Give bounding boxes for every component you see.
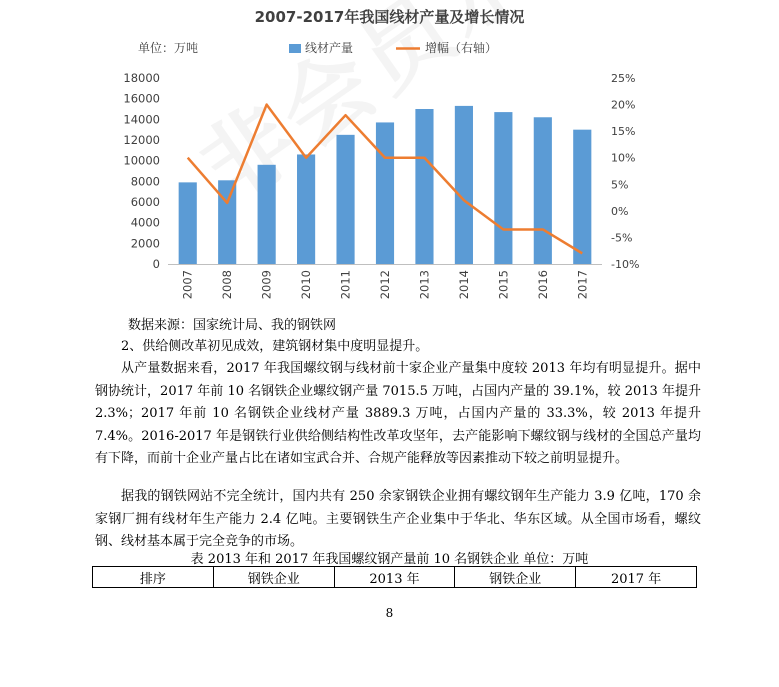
bar-2016 bbox=[534, 117, 552, 264]
x-axis-tick: 2013 bbox=[417, 270, 432, 300]
table-header-company-2013: 钢铁企业 bbox=[213, 567, 334, 588]
paragraph-concentration: 从产量数据来看，2017 年我国螺纹钢与线材前十家企业产量集中度较 2013 年均有明显提升。据中钢协统计，2017 年前 10 名钢铁企业螺纹钢产量 7015.5 万吨，占国内产量的 39.1%，较 2013 年提升 2.3%；2017 年前 10 名钢铁企业线材产量 3889.3 万吨，占国内产量的 33.3%，较 2013 年提升 7.4%。2016-2017 年是钢铁行业供给侧结构性改革攻坚年，去产能影响下螺纹钢与线材的全国总产量均有下降，而前十企业产量占比在诸如宝武合并、合规产能释放等因素推动下较之前明显提升。 bbox=[95, 361, 701, 466]
left-axis-tick: 16000 bbox=[123, 91, 160, 106]
right-axis-tick: 15% bbox=[611, 125, 636, 139]
right-axis-tick: 5% bbox=[611, 178, 629, 192]
bar-2010 bbox=[297, 154, 315, 264]
legend-bar-swatch bbox=[289, 44, 301, 53]
legend-line-label: 增幅（右轴） bbox=[425, 41, 498, 55]
left-axis-tick: 10000 bbox=[123, 153, 160, 168]
right-axis-tick: -10% bbox=[611, 258, 640, 271]
page-number: 8 bbox=[385, 606, 394, 620]
table-header-2017: 2017 年 bbox=[576, 567, 697, 588]
bar-2015 bbox=[494, 112, 512, 264]
left-axis-tick: 2000 bbox=[130, 236, 160, 251]
x-axis-tick: 2015 bbox=[496, 270, 511, 300]
x-axis-tick: 2014 bbox=[456, 270, 471, 300]
table-caption: 表 2013 年和 2017 年我国螺纹钢产量前 10 名钢铁企业 单位：万吨 bbox=[190, 552, 589, 567]
chart bbox=[0, 0, 779, 310]
left-axis-tick: 6000 bbox=[130, 195, 160, 209]
section-heading: 2、供给侧改革初见成效，建筑钢材集中度明显提升。 bbox=[121, 339, 429, 354]
bar-2012 bbox=[376, 122, 394, 264]
x-axis-tick: 2009 bbox=[259, 270, 274, 300]
legend-bar-label: 线材产量 bbox=[305, 41, 354, 55]
bar-2017 bbox=[573, 130, 591, 264]
left-axis-tick: 18000 bbox=[123, 71, 160, 85]
bar-2009 bbox=[258, 165, 276, 264]
bar-2013 bbox=[415, 109, 433, 264]
right-axis-tick: 20% bbox=[611, 98, 636, 112]
x-axis-tick: 2017 bbox=[575, 270, 590, 300]
table-header-row bbox=[93, 567, 697, 588]
left-axis-tick: 8000 bbox=[130, 174, 160, 189]
chart-title: 2007-2017年我国线材产量及增长情况 bbox=[254, 8, 525, 26]
bar-2014 bbox=[455, 106, 473, 264]
bar-2008 bbox=[218, 180, 236, 264]
x-axis-tick: 2007 bbox=[180, 270, 195, 300]
right-axis-tick: 25% bbox=[611, 72, 636, 85]
right-axis-tick: -5% bbox=[611, 231, 633, 245]
table-header-2013: 2013 年 bbox=[334, 567, 455, 588]
bar-2011 bbox=[336, 135, 354, 264]
right-axis-tick: 10% bbox=[611, 151, 636, 165]
table-header-rank: 排序 bbox=[93, 567, 214, 588]
unit-label: 单位：万吨 bbox=[138, 41, 199, 55]
left-axis-tick: 14000 bbox=[123, 112, 160, 127]
x-axis-tick: 2011 bbox=[338, 270, 353, 300]
x-axis-tick: 2010 bbox=[299, 270, 314, 300]
data-source: 数据来源：国家统计局、我的钢铁网 bbox=[128, 318, 337, 333]
bar-2007 bbox=[179, 182, 197, 264]
left-axis-tick: 0 bbox=[152, 257, 160, 271]
x-axis-tick: 2016 bbox=[535, 270, 550, 300]
left-axis-tick: 12000 bbox=[123, 133, 160, 147]
x-axis-tick: 2012 bbox=[378, 270, 392, 300]
right-axis-tick: 0% bbox=[611, 204, 629, 218]
left-axis-tick: 4000 bbox=[130, 215, 160, 230]
x-axis-tick: 2008 bbox=[220, 270, 235, 300]
paragraph-capacity: 据我的钢铁网站不完全统计，国内共有 250 余家钢铁企业拥有螺纹钢年生产能力 3.9 亿吨，170 余家钢厂拥有线材年生产能力 2.4 亿吨。主要钢铁生产企业集中于华北、华东区域。从全国市场看，螺纹钢、线材基本属于完全竞争的市场。 bbox=[95, 489, 701, 549]
table-header-company-2017: 钢铁企业 bbox=[455, 567, 576, 588]
ranking-table bbox=[92, 566, 697, 588]
